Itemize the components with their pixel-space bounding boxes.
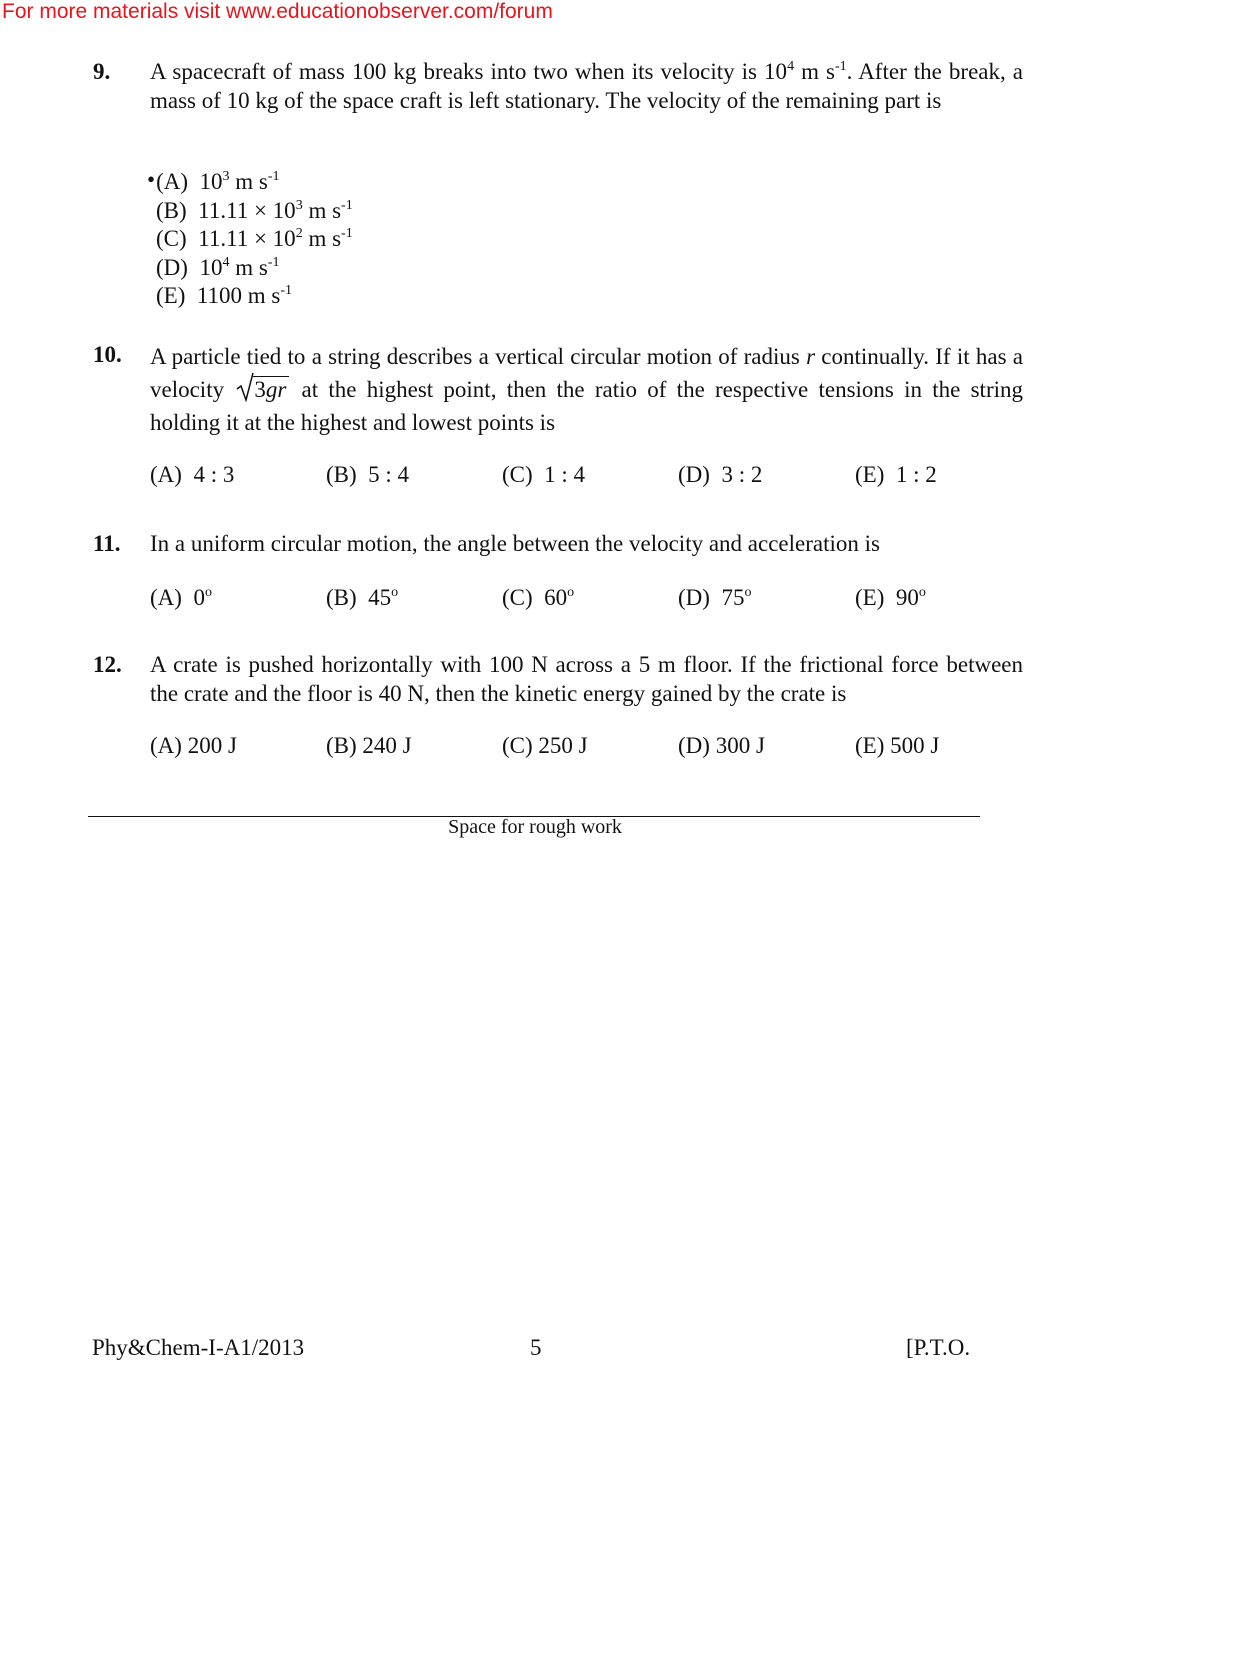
tick-mark: • [147,167,156,192]
option-c: (C) 1 : 4 [502,462,586,487]
option-c: (C) 60$^o$ [502,585,575,610]
option-e: (E) 1100 m $s^{-1}$ [156,283,293,308]
options-list [147,167,353,310]
option-e: (E) 500 J [855,733,940,758]
option-c: (C) 250 J [502,733,588,758]
option-a: (A) 4 : 3 [150,462,235,487]
question-number: 11. [93,531,121,556]
options-row [150,460,1080,490]
question-number: 12. [93,652,122,677]
option-e: (E) 1 : 2 [855,462,937,487]
rough-work-label: Space for rough work [448,816,622,838]
option-e: (E) 90$^o$ [855,585,926,610]
options-row [150,583,1080,613]
options-row [150,731,1080,761]
option-b: (B) 240 J [326,733,412,758]
page-number: 5 [530,1335,542,1360]
question-text: A particle tied to a string describes a vertical circular motion of radius r continually. If it has a velocity 3gr at the highest point, then the ratio of the respective tensions in the string holding it at the highest and lowest points is [150,344,1024,435]
sqrt-expression: 3gr [236,373,289,406]
option-b: (B) 45$^o$ [326,585,399,610]
footer-pto: [P.T.O. [906,1335,971,1360]
option-d: (D) 75$^o$ [678,585,752,610]
option-d: (D) $10^4$ m $s^{-1}$ [156,254,280,280]
question-text: A crate is pushed horizontally with 100 N across a 5 m floor. If the frictional force between the crate and the floor is 40 N, then the kinetic energy gained by the crate is [150,652,1023,706]
option-c: (C) $11.11 \times 10^2$ m $s^{-1}$ [156,226,353,251]
question-number: 9. [93,59,111,84]
option-b: (B) $11.11 \times 10^3$ m $s^{-1}$ [156,197,353,223]
footer-code: Phy&Chem-I-A1/2013 [92,1335,305,1360]
watermark-link[interactable]: For more materials visit www.educationobserver.com/forum [2,0,553,23]
option-b: (B) 5 : 4 [326,462,410,487]
option-a: (A) 0$^o$ [150,585,212,610]
question-text: A spacecraft of mass 100 kg breaks into two when its velocity is $10^4$ m $s^{-1}$. After the break, a mass of 10 kg of the space craft is left stationary. The velocity of the remaining part is [150,59,1023,113]
question-number: 10. [93,342,122,367]
option-d: (D) 300 J [678,733,765,758]
option-a: (A) 200 J [150,733,237,758]
question-text: In a uniform circular motion, the angle between the velocity and acceleration is [150,531,880,556]
option-d: (D) 3 : 2 [678,462,763,487]
option-a: •(A) $10^3$ m $s^{-1}$ [147,167,280,194]
